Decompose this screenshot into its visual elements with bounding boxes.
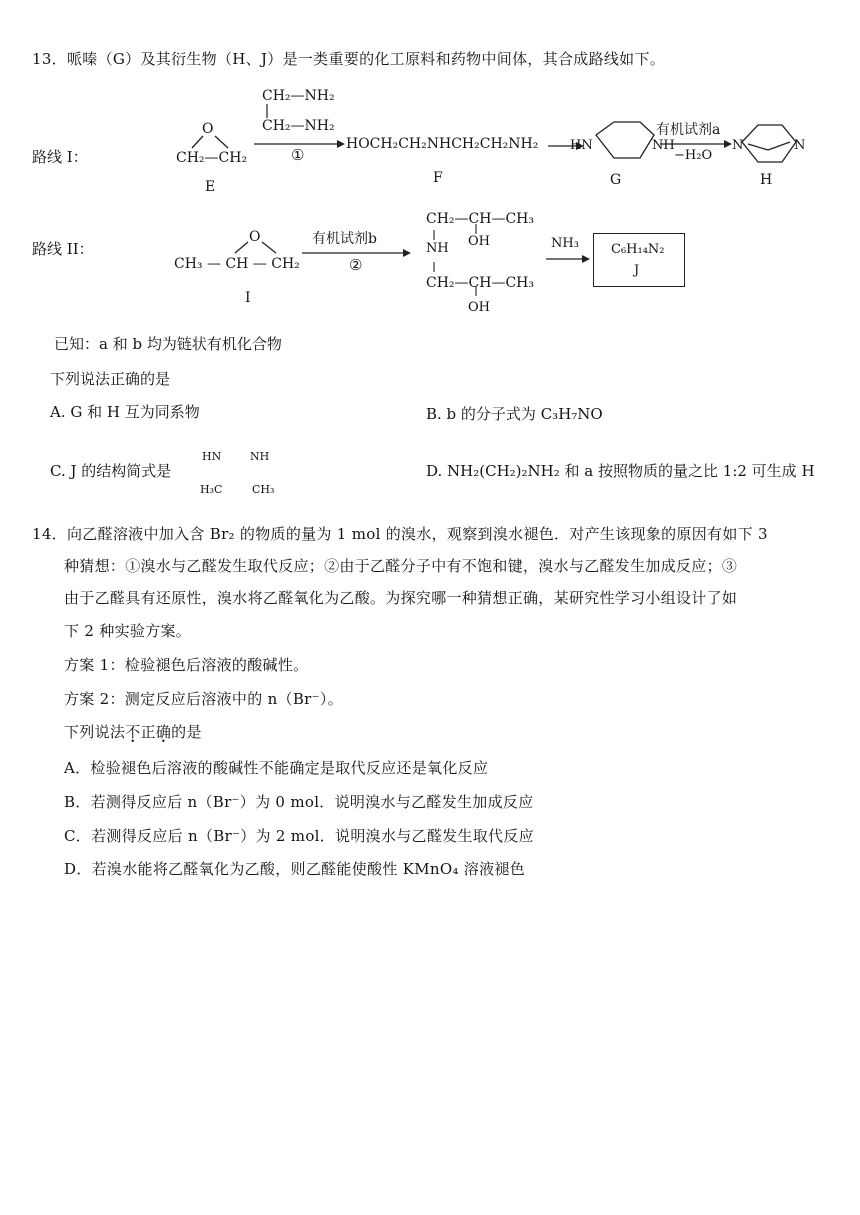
product-2-OH-2: OH xyxy=(468,300,490,315)
q14-plan-2: 方案 2：测定反应后溶液中的 n（Br⁻）。 xyxy=(64,690,343,708)
epoxide-oxygen-I: O xyxy=(249,229,261,245)
q13-option-a: A. G 和 H 互为同系物 xyxy=(50,403,200,421)
ethylenediamine-top: CH₂—NH₂ xyxy=(262,88,335,104)
step-2-marker: ② xyxy=(349,256,363,274)
q14-question-emph-2: 确 xyxy=(155,723,172,741)
q13-option-c: C. J 的结构简式是 xyxy=(50,462,172,480)
q13-option-b: B. b 的分子式为 C₃H₇NO xyxy=(426,405,603,423)
option-c-NH: NH xyxy=(250,450,270,463)
product-2-OH-1: OH xyxy=(468,234,490,249)
q14-line-1: 14．向乙醛溶液中加入含 Br₂ 的物质的量为 1 mol 的溴水，观察到溴水褪色．对产生该现象的原因有如下 3 xyxy=(32,525,768,543)
q14-line-2: 种猜想：①溴水与乙醛发生取代反应；②由于乙醛分子中有不饱和键，溴水与乙醛发生加成反应；③ xyxy=(64,557,738,575)
compound-J-label: J xyxy=(634,263,640,278)
compound-F-label: F xyxy=(433,170,443,186)
q14-question-mid: 正 xyxy=(140,723,156,741)
epoxide-E-bottom: CH₂—CH₂ xyxy=(176,150,248,166)
option-c-H3C: H₃C xyxy=(200,483,223,496)
compound-I-label: I xyxy=(245,290,251,306)
q14-question-post: 的是 xyxy=(171,723,202,741)
ammonia-label: NH₃ xyxy=(551,236,579,251)
q14-question-emph-1: 不 xyxy=(125,723,141,741)
reagent-b-label: 有机试剂b xyxy=(312,231,377,247)
compound-J-box xyxy=(593,233,685,287)
piperazine-HN: HN xyxy=(570,138,593,153)
piperazine-NH: NH xyxy=(652,138,675,153)
compound-G-label: G xyxy=(610,172,622,188)
option-c-CH3: CH₃ xyxy=(252,483,275,496)
q14-plan-1: 方案 1：检验褪色后溶液的酸碱性。 xyxy=(64,656,309,674)
q14-question-pre: 下列说法 xyxy=(64,723,126,741)
compound-H-label: H xyxy=(760,172,773,188)
ethylenediamine-bottom: CH₂—NH₂ xyxy=(262,118,335,134)
product-2-top: CH₂—CH—CH₃ xyxy=(426,211,534,227)
q14-option-a: A．检验褪色后溶液的酸碱性不能确定是取代反应还是氧化反应 xyxy=(64,759,489,777)
q13-question: 下列说法正确的是 xyxy=(50,370,171,388)
q14-option-d: D．若溴水能将乙醛氧化为乙酸，则乙醛能使酸性 KMnO₄ 溶液褪色 xyxy=(64,860,526,878)
dabco-N-right: N xyxy=(794,138,806,153)
q13-stem: 13．哌嗪（G）及其衍生物（H、J）是一类重要的化工原料和药物中间体，其合成路线如下。 xyxy=(32,50,666,68)
q14-line-4: 下 2 种实验方案。 xyxy=(64,622,192,640)
epoxide-oxygen-E: O xyxy=(202,121,214,137)
compound-E-label: E xyxy=(205,179,216,195)
q13-option-d: D. NH₂(CH₂)₂NH₂ 和 a 按照物质的量之比 1:2 可生成 H xyxy=(426,462,815,480)
route-1-label: 路线 I： xyxy=(32,148,88,166)
q14-option-b: B．若测得反应后 n（Br⁻）为 0 mol．说明溴水与乙醛发生加成反应 xyxy=(64,793,534,811)
dabco-N-left: N xyxy=(732,138,744,153)
product-2-bottom: CH₂—CH—CH₃ xyxy=(426,275,534,291)
compound-F-formula: HOCH₂CH₂NHCH₂CH₂NH₂ xyxy=(346,136,539,152)
minus-water-label: −H₂O xyxy=(674,148,713,163)
product-2-NH: NH xyxy=(426,241,449,256)
compound-I-formula: CH₃ — CH — CH₂ xyxy=(174,256,300,272)
route-2-label: 路线 II： xyxy=(32,240,94,258)
q14-line-3: 由于乙醛具有还原性，溴水将乙醛氧化为乙酸。为探究哪一种猜想正确，某研究性学习小组设计了如 xyxy=(64,589,738,607)
reagent-a-label: 有机试剂a xyxy=(656,122,721,138)
q13-known: 已知：a 和 b 均为链状有机化合物 xyxy=(54,335,282,353)
q14-question xyxy=(64,721,202,742)
option-c-HN: HN xyxy=(202,450,222,463)
compound-J-formula: C₆H₁₄N₂ xyxy=(611,242,665,257)
step-1-marker: ① xyxy=(291,146,305,164)
q14-option-c: C．若测得反应后 n（Br⁻）为 2 mol．说明溴水与乙醛发生取代反应 xyxy=(64,827,534,845)
